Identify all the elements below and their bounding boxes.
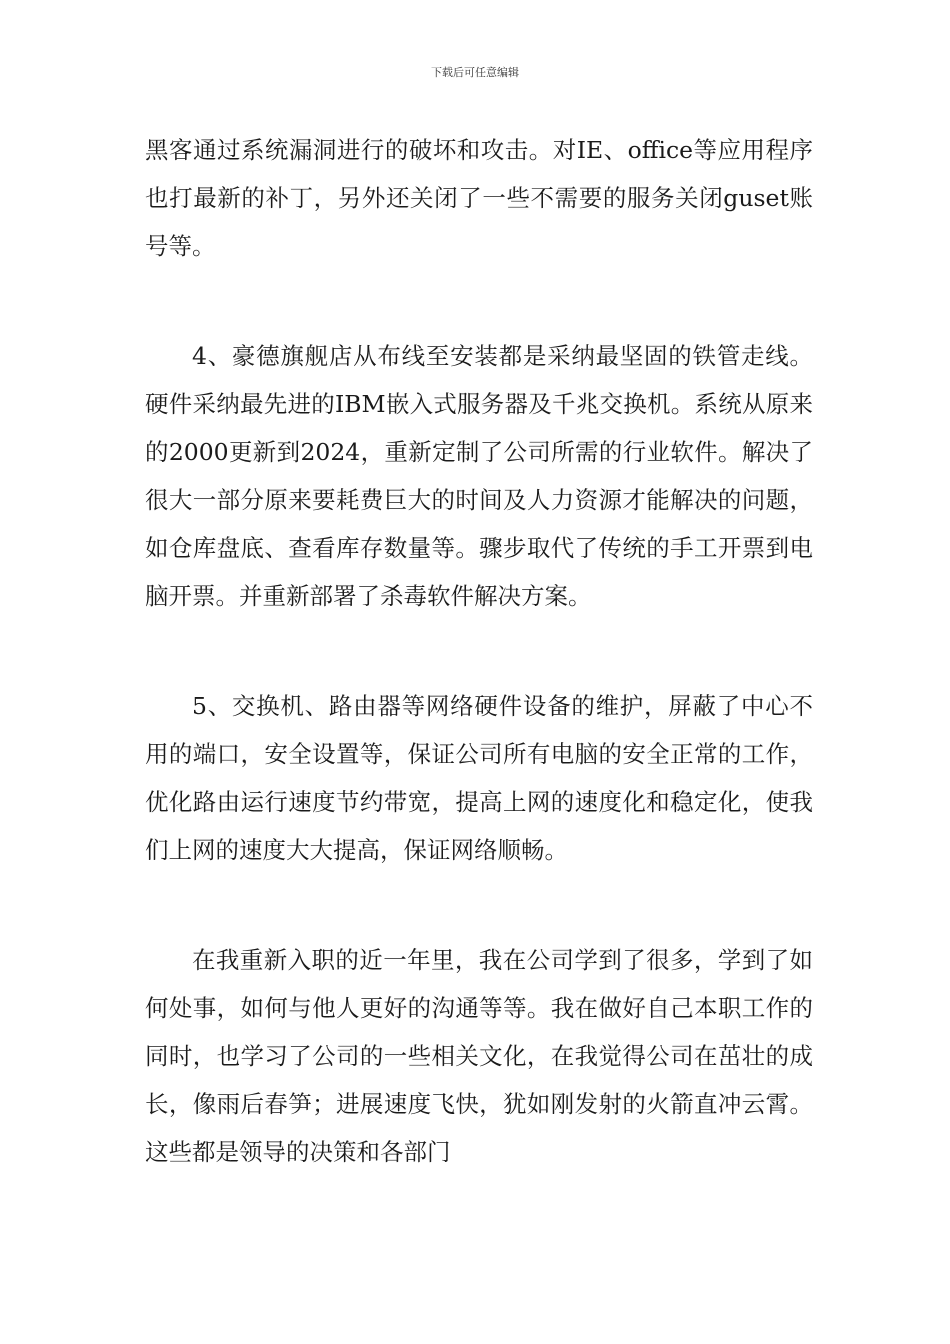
- paragraph-gap: [145, 270, 813, 332]
- paragraph-gap: [145, 874, 813, 936]
- paragraph-item-4: 4、豪德旗舰店从布线至安装都是采纳最坚固的铁管走线。硬件采纳最先进的IBM嵌入式服务器及千兆交换机。系统从原来的2000更新到2024，重新定制了公司所需的行业软件。解决了很大一部分原来要耗费巨大的时间及人力资源才能解决的问题，如仓库盘底、查看库存数量等。骤步取代了传统的手工开票到电脑开票。并重新部署了杀毒软件解决方案。: [145, 342, 813, 610]
- paragraph-security-patches: 黑客通过系统漏洞进行的破坏和攻击。对IE、office等应用程序也打最新的补丁，另外还关闭了一些不需要的服务关闭guset账号等。: [145, 136, 813, 260]
- paragraph-item-5: 5、交换机、路由器等网络硬件设备的维护，屏蔽了中心不用的端口，安全设置等，保证公司所有电脑的安全正常的工作，优化路由运行速度节约带宽，提高上网的速度化和稳定化，使我们上网的速度大大提高，保证网络顺畅。: [145, 692, 813, 864]
- paragraph-reflection: 在我重新入职的近一年里，我在公司学到了很多，学到了如何处事，如何与他人更好的沟通等等。我在做好自己本职工作的同时，也学习了公司的一些相关文化，在我觉得公司在茁壮的成长，像雨后春笋；进展速度飞快，犹如刚发射的火箭直冲云霄。这些都是领导的决策和各部门: [145, 946, 813, 1166]
- document-body: [145, 126, 813, 1176]
- paragraph-gap: [145, 620, 813, 682]
- page-header: 下载后可任意编辑: [431, 66, 519, 79]
